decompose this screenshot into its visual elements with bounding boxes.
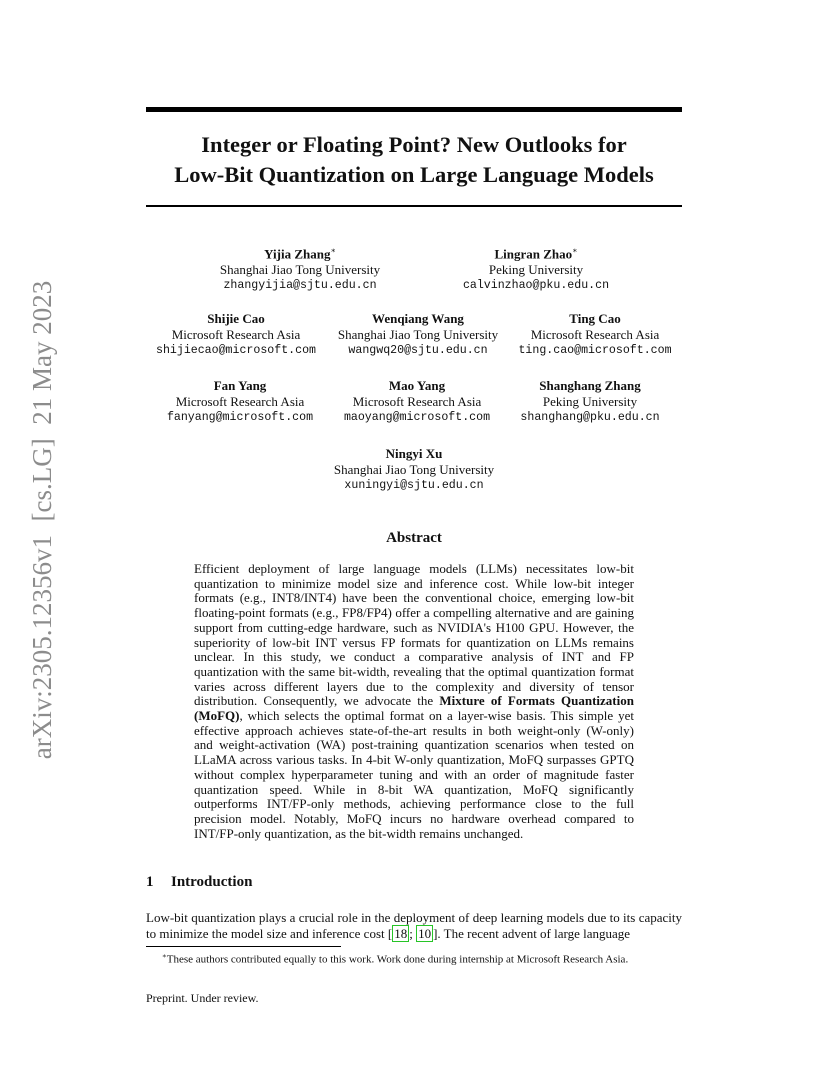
author-affiliation: Shanghai Jiao Tong University: [219, 262, 381, 278]
author-email: ting.cao@microsoft.com: [518, 344, 672, 357]
preprint-note: Preprint. Under review.: [146, 991, 259, 1005]
arxiv-id-text: arXiv:2305.12356v1 [cs.LG] 21 May 2023: [27, 280, 57, 760]
cite-separator: ;: [409, 926, 417, 941]
footnote-mark: ∗: [162, 952, 167, 960]
footnote-rule: [146, 946, 341, 947]
abstract-text-part: , which selects the optimal format on a layer-wise basis. This simple yet effective approach achieves state-of-the-art results in both weight-only (W-only) and weight-activation (WA) post-training quantization scenarios when tested on LLaMA across various tasks. In 4-bit W-only quantization, MoFQ surpasses GPTQ without complex hyperparameter tuning and with an order of magnitude faster quantization speed. While in 8-bit WA quantization, MoFQ significantly outperforms INT/FP-only methods, achieving performance close to the full precision model. Notably, MoFQ incurs no hardware overhead compared to INT/FP-only quantization, as the bit-width remains unchanged.: [194, 708, 634, 841]
cite-close: ]: [433, 926, 438, 941]
cite-open: [: [387, 926, 393, 941]
author-email: maoyang@microsoft.com: [343, 411, 491, 424]
author-email: calvinzhao@pku.edu.cn: [462, 279, 610, 293]
author-name: Shijie Cao: [207, 311, 265, 326]
section-title: Introduction: [171, 874, 253, 890]
author-name: Ting Cao: [569, 311, 621, 326]
method-name-bold: Mixture of Formats Quantization (MoFQ): [194, 693, 634, 724]
section-number: 1: [146, 874, 154, 890]
author-name: Fan Yang: [213, 378, 267, 393]
author-email: wangwq20@sjtu.edu.cn: [348, 344, 488, 357]
abstract-heading: Abstract: [386, 530, 442, 546]
equal-contrib-mark: ∗: [330, 246, 336, 255]
footnote: [162, 950, 692, 967]
citation-link-10[interactable]: 10: [418, 926, 432, 941]
author-email: xuningyi@sjtu.edu.cn: [344, 479, 484, 492]
author-affiliation: Microsoft Research Asia: [171, 327, 301, 342]
author-name: Wenqiang Wang: [372, 311, 464, 326]
title-line-2: Low-Bit Quantization on Large Language Models: [174, 162, 654, 187]
author-name: Ningyi Xu: [385, 446, 443, 461]
author-name: Lingran Zhao: [494, 246, 573, 262]
author-affiliation: Peking University: [488, 262, 584, 278]
author-block: [485, 311, 705, 359]
author-block: [190, 243, 410, 294]
author-email: zhangyijia@sjtu.edu.cn: [223, 279, 377, 293]
paper-title: [146, 130, 682, 190]
author-email: shijiecao@microsoft.com: [155, 344, 317, 357]
abstract-text-part: Efficient deployment of large language models (LLMs) necessitates low-bit quantization to minimize model size and inference cost. While low-bit integer formats (e.g., INT8/INT4) have been the conventional choice, emerging low-bit floating-point formats (e.g., FP8/FP4) offer a compelling alternative and are gaining support from cutting-edge hardware, such as NVIDIA's H100 GPU. However, the superiority of low-bit INT versus FP formats for quantization on LLMs remains unclear. In this study, we conduct a comparative analysis of INT and FP quantization with the same bit-width, revealing that the optimal quantization format varies across different layers due to the complexity and diversity of tensor distribution. Consequently, we advocate the: [194, 561, 634, 709]
author-affiliation: Microsoft Research Asia: [175, 394, 305, 409]
author-affiliation: Microsoft Research Asia: [530, 327, 660, 342]
author-block: [426, 243, 646, 294]
author-name: Shanghang Zhang: [539, 378, 641, 393]
author-block: [480, 378, 700, 426]
footnote-text: These authors contributed equally to this work. Work done during internship at Microsoft Research Asia.: [166, 953, 629, 966]
author-affiliation: Shanghai Jiao Tong University: [337, 327, 499, 342]
intro-text: Low-bit quantization plays a crucial role in the deployment of deep learning models due to its capacity to minimize the model size and inference cost: [146, 910, 682, 941]
section-heading-introduction: [146, 874, 252, 891]
title-rule-top: [146, 107, 682, 112]
author-affiliation: Shanghai Jiao Tong University: [333, 462, 495, 477]
author-name: Mao Yang: [388, 378, 446, 393]
intro-paragraph: [146, 910, 682, 942]
author-email: fanyang@microsoft.com: [166, 411, 314, 424]
equal-contrib-mark: ∗: [572, 246, 578, 255]
arxiv-stamp: [4, 280, 64, 760]
citation-link-18[interactable]: 18: [394, 926, 408, 941]
intro-text: . The recent advent of large language: [437, 926, 631, 941]
author-email: shanghang@pku.edu.cn: [520, 411, 660, 424]
author-affiliation: Microsoft Research Asia: [352, 394, 482, 409]
title-rule-bottom: [146, 205, 682, 207]
title-line-1: Integer or Floating Point? New Outlooks for: [201, 132, 627, 157]
author-block: [304, 446, 524, 494]
author-affiliation: Peking University: [542, 394, 638, 409]
author-name: Yijia Zhang: [264, 246, 331, 262]
abstract-text: [194, 562, 634, 841]
